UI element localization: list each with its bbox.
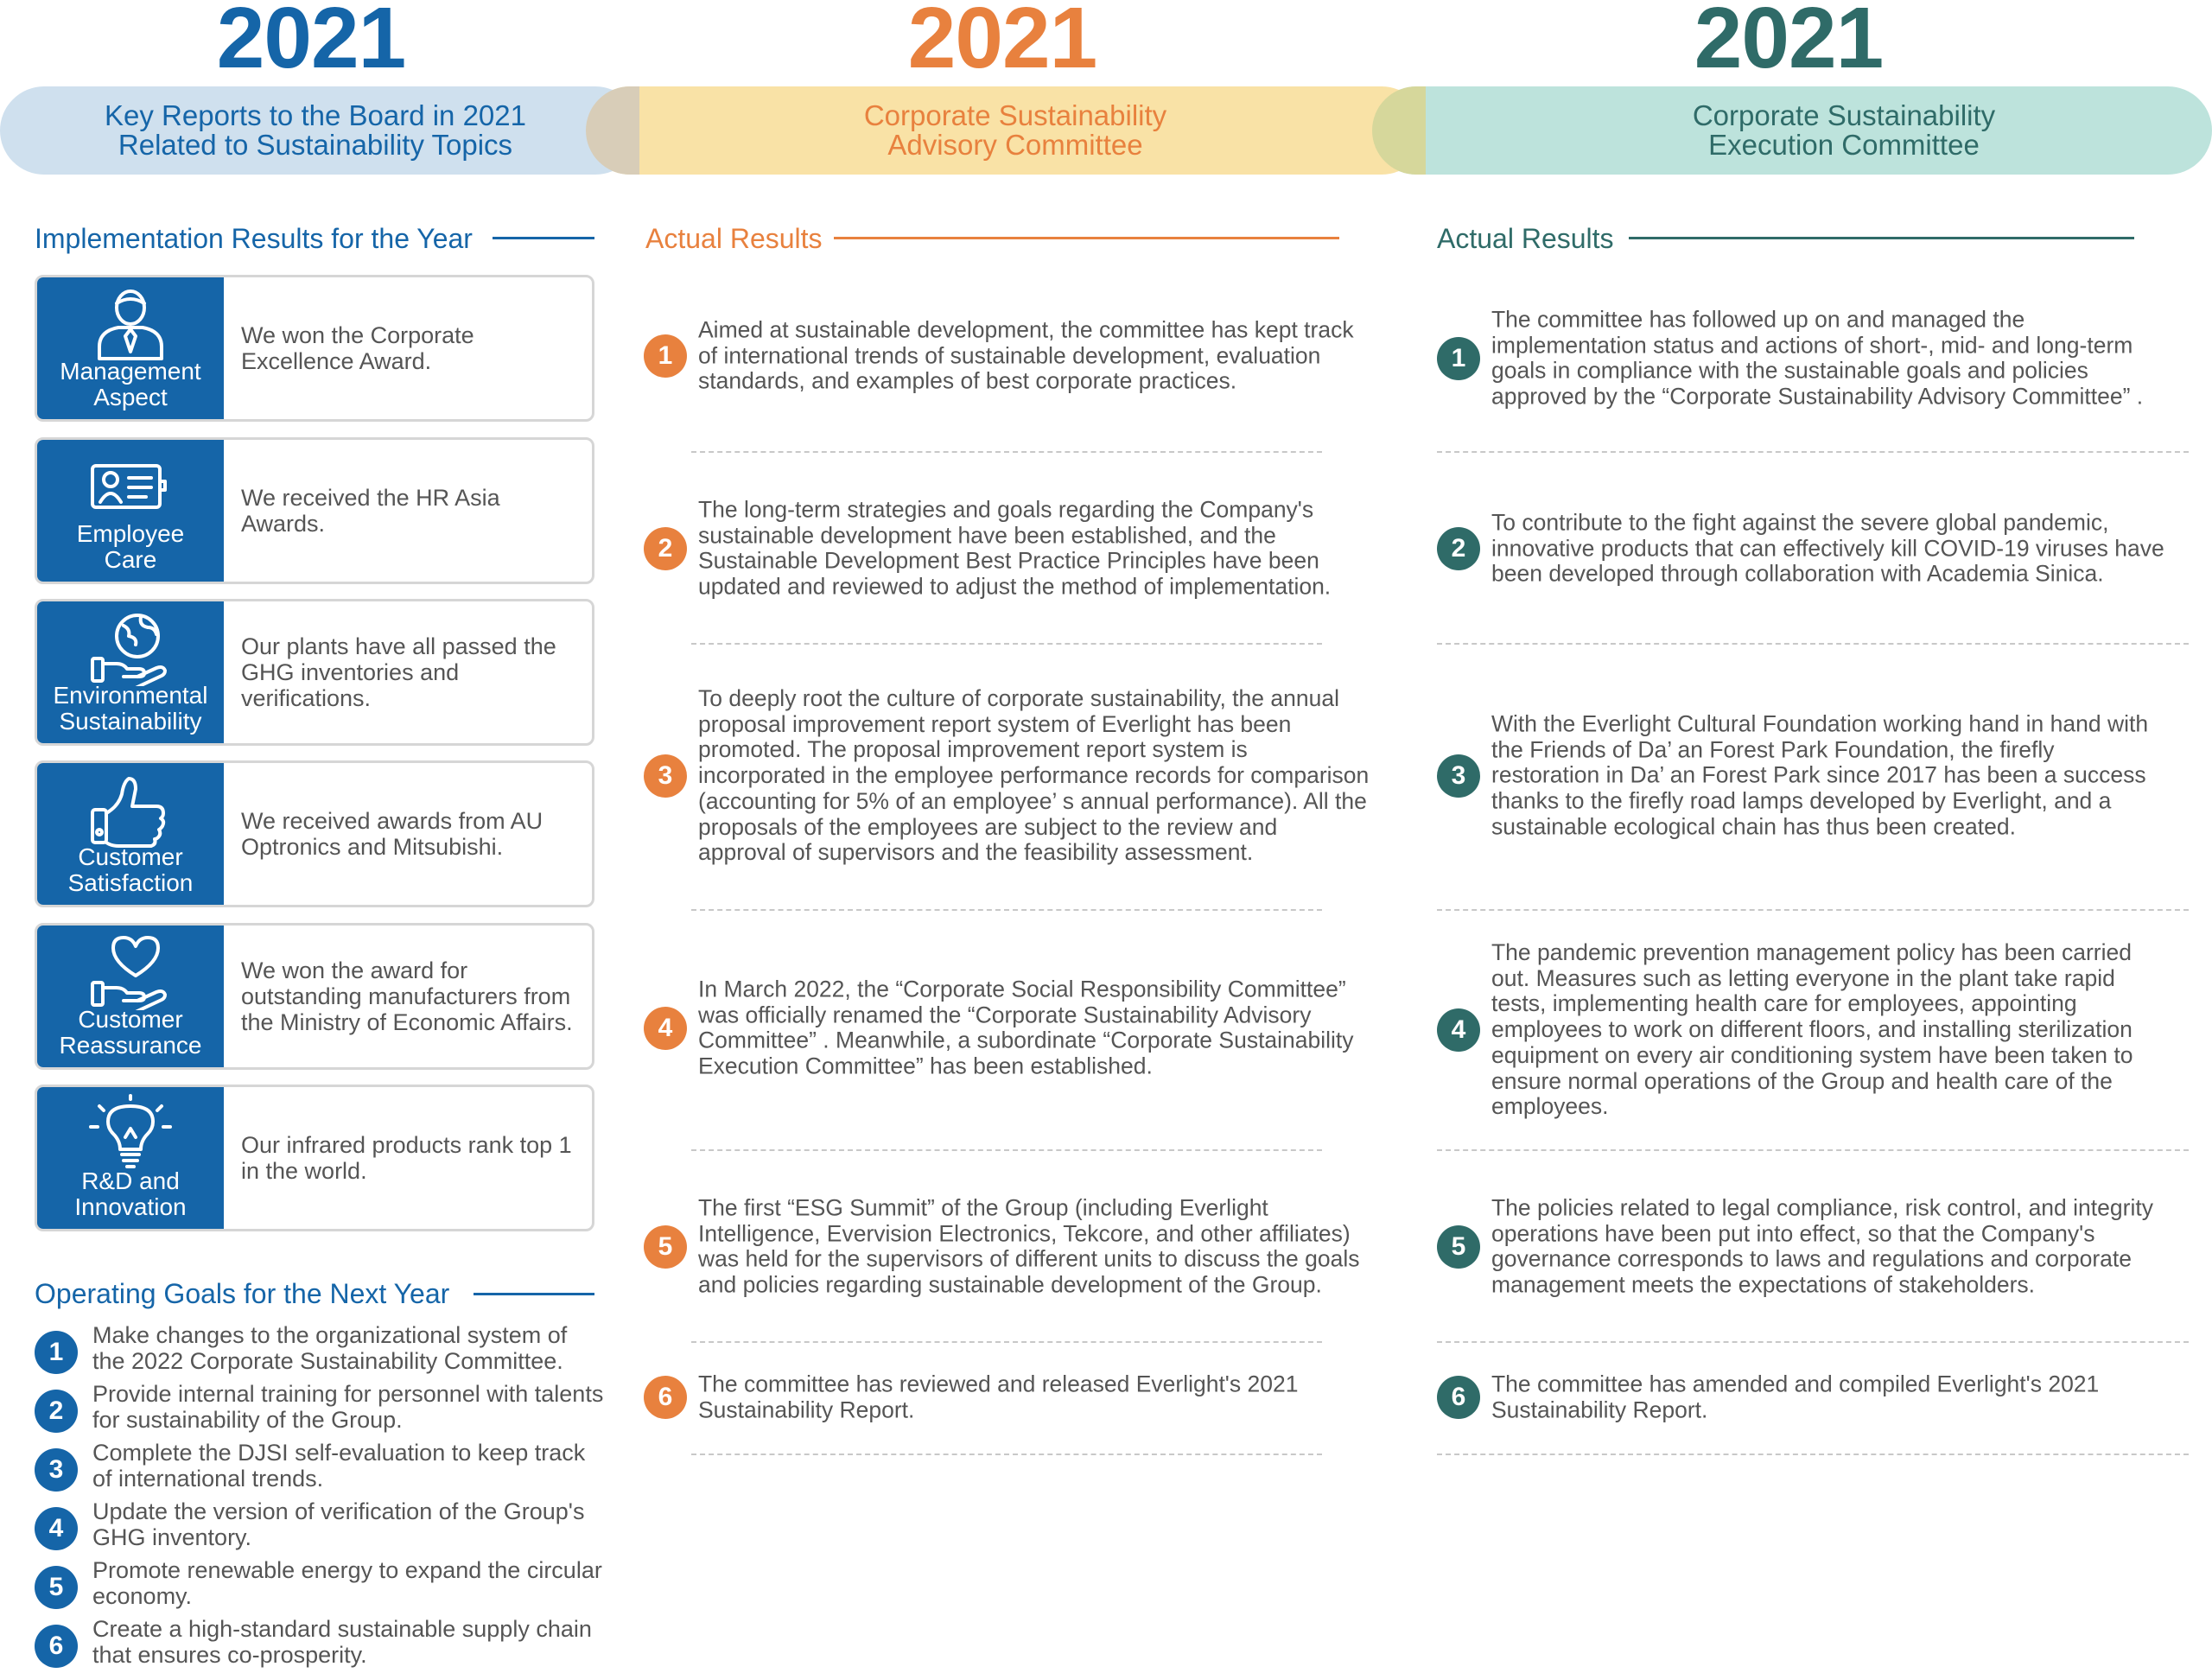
goal-number: 5 [35, 1566, 78, 1609]
card-text-employee-care: We received the HR Asia Awards. [241, 485, 500, 537]
goal-item [35, 1322, 605, 1379]
advisory-result-item [644, 925, 1370, 1132]
year-heading-advisory: 2021 [907, 0, 1097, 86]
execution-results-heading: Actual Results [1437, 223, 1614, 254]
advisory-divider [691, 1454, 1322, 1455]
execution-item-text: To contribute to the fight against the severe global pandemic, innovative products that can effectively kill COVID-19 viruses have been developed through collaboration with Academia Sinica. [1491, 509, 2164, 587]
execution-item-number: 4 [1437, 1008, 1480, 1052]
advisory-item-number: 1 [644, 334, 687, 378]
goal-number: 4 [35, 1507, 78, 1550]
advisory-divider [691, 1341, 1322, 1343]
advisory-result-item [644, 467, 1370, 631]
card-text-customer-reassurance: We won the award for outstanding manufacturers from the Ministry of Economic Affairs. [241, 957, 573, 1035]
card-text-management: We won the Corporate Excellence Award. [241, 322, 474, 374]
execution-result-item [1437, 925, 2168, 1135]
goal-number: 3 [35, 1448, 78, 1492]
goal-text: Create a high-standard sustainable supply chain that ensures co-prosperity. [92, 1616, 592, 1668]
result-card-employee-care [35, 437, 594, 584]
advisory-heading-rule [834, 237, 1339, 239]
advisory-results-heading: Actual Results [645, 223, 823, 254]
result-card-customer-satisfaction [35, 760, 594, 907]
goal-number: 6 [35, 1625, 78, 1668]
advisory-item-number: 6 [644, 1376, 687, 1419]
goal-number: 2 [35, 1390, 78, 1433]
execution-item-number: 5 [1437, 1225, 1480, 1269]
goals-heading: Operating Goals for the Next Year [35, 1278, 450, 1309]
goal-item [35, 1381, 605, 1438]
card-label-environmental: Environmental Sustainability [53, 682, 208, 735]
goal-text: Make changes to the organizational system of the 2022 Corporate Sustainability Committee. [92, 1322, 568, 1374]
result-card-management [35, 275, 594, 422]
result-card-rnd [35, 1085, 594, 1231]
lightbulb-icon [87, 1094, 174, 1172]
year-heading-execution: 2021 [1694, 0, 1884, 86]
execution-item-text: The committee has followed up on and managed the implementation status and actions of short-, mid- and long-term goals in compliance with the sustainable goals and policies approved by the “Corporate Sustainability Advisory Committee” . [1491, 306, 2144, 410]
goal-item [35, 1440, 605, 1497]
implementation-heading: Implementation Results for the Year [35, 223, 473, 254]
pill-execution [1372, 86, 2212, 175]
execution-item-text: The committee has amended and compiled Everlight's 2021 Sustainability Report. [1491, 1371, 2100, 1422]
advisory-item-number: 4 [644, 1007, 687, 1050]
advisory-item-number: 2 [644, 527, 687, 570]
globe-hand-icon [87, 608, 174, 686]
thumbs-up-icon [87, 770, 174, 848]
execution-divider [1437, 451, 2189, 453]
advisory-divider [691, 643, 1322, 645]
year-heading-board: 2021 [216, 0, 406, 86]
pill-board-title: Key Reports to the Board in 2021 Related to Sustainability Topics [105, 99, 526, 161]
advisory-item-number: 5 [644, 1225, 687, 1269]
execution-item-text: The pandemic prevention management policy has been carried out. Measures such as letting everyone in the plant take rapid tests, implementing health care for employees, appointing employees to work on different floors, and installing sterilization equipment on every air conditioning system have been taken to ensure normal operations of the Group and health care of the employees. [1491, 939, 2133, 1120]
pill-advisory [586, 86, 1426, 175]
goals-heading-rule [474, 1293, 594, 1295]
advisory-item-text: The long-term strategies and goals regarding the Company's sustainable development have been established, and the Sustainable Development Best Practice Principles have been updated and reviewed to adjust the method of implementation. [698, 496, 1332, 600]
advisory-result-item [644, 1165, 1370, 1329]
advisory-item-text: In March 2022, the “Corporate Social Responsibility Committee” was officially renamed the “Corporate Sustainability Advisory Committee” . Meanwhile, a subordinate “Corporate Sustainability Execution Committee” has been established. [698, 976, 1354, 1079]
card-label-customer-reassurance: Customer Reassurance [59, 1006, 202, 1059]
card-text-customer-satisfaction: We received awards from AU Optronics and Mitsubishi. [241, 808, 543, 860]
id-card-icon [87, 447, 174, 525]
execution-item-number: 2 [1437, 527, 1480, 570]
goal-item [35, 1616, 605, 1673]
advisory-item-text: The first “ESG Summit” of the Group (including Everlight Intelligence, Evervision Electronics, Tekcore, and other affiliates) was held for the supervisors of different units to discuss the goals and policies regarding sustainable development of the Group. [698, 1194, 1360, 1298]
advisory-item-text: Aimed at sustainable development, the committee has kept track of international trends of sustainable development, evaluation standards, and examples of best corporate practices. [698, 316, 1354, 394]
card-text-environmental: Our plants have all passed the GHG inventories and verifications. [241, 633, 556, 711]
advisory-result-item [644, 657, 1370, 895]
execution-result-item [1437, 277, 2168, 441]
execution-divider [1437, 1341, 2189, 1343]
advisory-divider [691, 909, 1322, 911]
card-label-rnd: R&D and Innovation [74, 1167, 187, 1220]
advisory-result-item [644, 285, 1370, 427]
execution-result-item [1437, 657, 2168, 895]
execution-item-text: With the Everlight Cultural Foundation working hand in hand with the Friends of Da’ an Forest Park Foundation, the firefly restoration in Da’ an Forest Park since 2017 has been a success thanks to the firefly road lamps developed by Everlight, and a sustainable ecological chain has thus been created. [1491, 710, 2149, 840]
goal-item [35, 1498, 605, 1555]
goal-text: Provide internal training for personnel with talents for sustainability of the Group. [92, 1381, 604, 1433]
goal-number: 1 [35, 1331, 78, 1374]
advisory-result-item [644, 1357, 1370, 1438]
execution-heading-rule [1629, 237, 2134, 239]
heart-hand-icon [87, 932, 174, 1010]
advisory-divider [691, 451, 1322, 453]
pill-advisory-title: Corporate Sustainability Advisory Committee [863, 99, 1167, 161]
pill-board [0, 86, 639, 175]
execution-result-item [1437, 1357, 2168, 1438]
implementation-heading-rule [493, 237, 594, 239]
goal-text: Promote renewable energy to expand the circular economy. [92, 1557, 602, 1609]
execution-item-number: 1 [1437, 337, 1480, 380]
execution-divider [1437, 1149, 2189, 1151]
execution-result-item [1437, 467, 2168, 631]
advisory-item-text: The committee has reviewed and released Everlight's 2021 Sustainability Report. [698, 1371, 1299, 1422]
card-text-rnd: Our infrared products rank top 1 in the world. [241, 1132, 572, 1184]
goal-text: Update the version of verification of the Group's GHG inventory. [92, 1498, 585, 1550]
card-label-customer-satisfaction: Customer Satisfaction [67, 843, 194, 896]
advisory-item-text: To deeply root the culture of corporate sustainability, the annual proposal improvement report system of Everlight has been promoted. The proposal improvement report system is incorporated in the employee performance records for comparison (accounting for 5% of an employee’ s annual performance). All the proposals of the employees are subject to the review and approval of supervisors and the feasibility assessment. [698, 685, 1370, 866]
result-card-environmental [35, 599, 594, 746]
card-label-employee-care: Employee Care [76, 520, 185, 573]
execution-divider [1437, 909, 2189, 911]
advisory-item-number: 3 [644, 754, 687, 798]
manager-icon [87, 284, 174, 362]
card-label-management: Management Aspect [60, 358, 201, 410]
result-card-customer-reassurance [35, 923, 594, 1070]
execution-item-number: 6 [1437, 1376, 1480, 1419]
execution-divider [1437, 1454, 2189, 1455]
advisory-divider [691, 1149, 1322, 1151]
goal-text: Complete the DJSI self-evaluation to keep track of international trends. [92, 1440, 586, 1492]
execution-item-number: 3 [1437, 754, 1480, 798]
execution-item-text: The policies related to legal compliance, risk control, and integrity operations have been put into effect, so that the Company's governance corresponds to laws and regulations and corporate management meets the expectations of stakeholders. [1491, 1194, 2153, 1298]
pill-execution-title: Corporate Sustainability Execution Committee [1692, 99, 1996, 161]
execution-result-item [1437, 1165, 2168, 1329]
goal-item [35, 1557, 605, 1614]
execution-divider [1437, 643, 2189, 645]
